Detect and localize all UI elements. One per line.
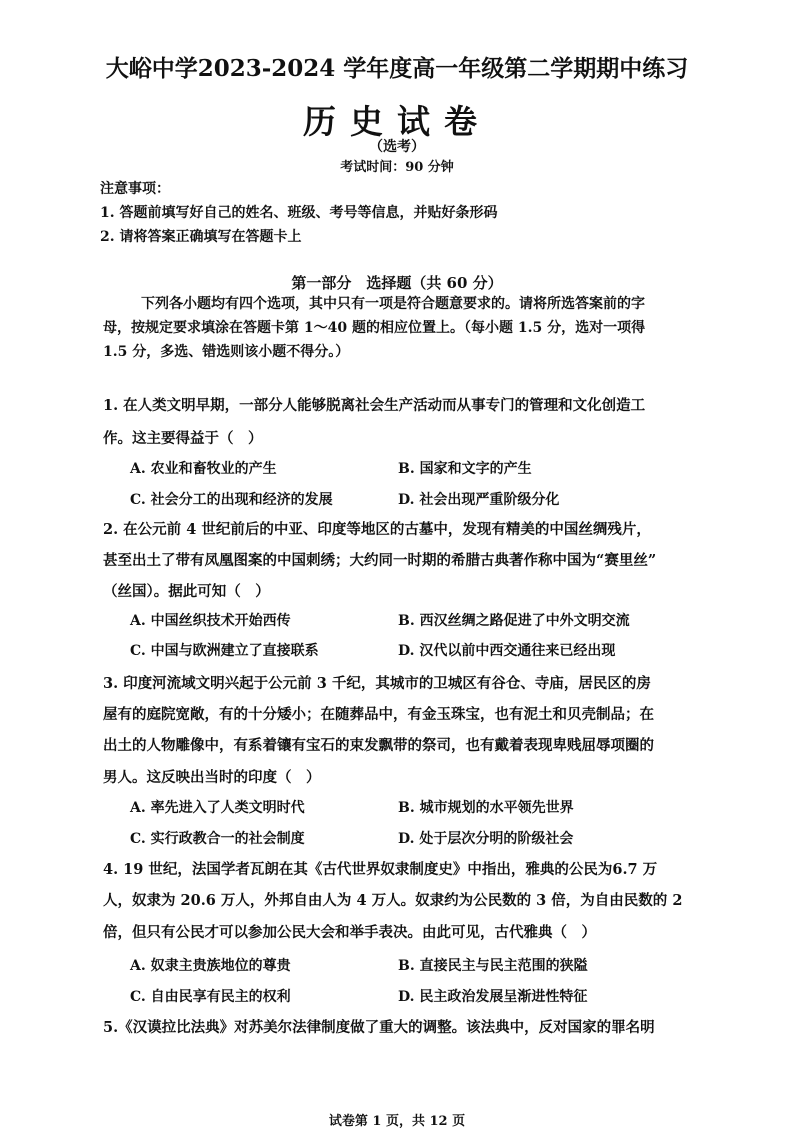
question-3-line: 男人。这反映出当时的印度（ ） <box>103 769 321 786</box>
question-3-option-b: B. 城市规划的水平领先世界 <box>398 800 574 816</box>
question-4-line: 倍，但只有公民才可以参加公民大会和举手表决。由此可见，古代雅典（ ） <box>103 924 596 941</box>
exam-type: （选考） <box>369 139 425 155</box>
question-2-option-b: B. 西汉丝绸之路促进了中外文明交流 <box>398 613 630 629</box>
question-4-line: 人，奴隶为 20.6 万人，外邦自由人为 4 万人。奴隶约为公民数的 3 倍，为自由民数的 2 <box>103 892 683 909</box>
question-4-option-c: C. 自由民享有民主的权利 <box>130 989 291 1005</box>
subject-title: 历史试卷 <box>303 102 491 141</box>
question-2-option-a: A. 中国丝织技术开始西传 <box>130 613 291 629</box>
question-2-line: 甚至出土了带有凤凰图案的中国刺绣；大约同一时期的希腊古典著作称中国为“赛里丝” <box>103 552 657 569</box>
question-4-option-a: A. 奴隶主贵族地位的尊贵 <box>130 958 291 974</box>
question-3-line: 出土的人物雕像中，有系着镶有宝石的束发飘带的祭司，也有戴着表现卑贱屈辱项圈的 <box>103 737 654 754</box>
instruction-line: 母，按规定要求填涂在答题卡第 1～40 题的相应位置上。（每小题 1.5 分，选对一项得 <box>103 320 646 336</box>
notice-item: 1. 答题前填写好自己的姓名、班级、考号等信息，并贴好条形码 <box>100 205 498 221</box>
question-2-option-c: C. 中国与欧洲建立了直接联系 <box>130 643 319 659</box>
school-title: 大峪中学2023-2024 学年度高一年级第二学期期中练习 <box>105 55 689 82</box>
exam-time: 考试时间：90 分钟 <box>340 160 454 175</box>
question-3-line: 屋有的庭院宽敞，有的十分矮小；在随葬品中，有金玉珠宝，也有泥土和贝壳制品；在 <box>103 706 654 723</box>
question-2-line: （丝国）。据此可知（ ） <box>103 583 270 600</box>
question-4-option-d: D. 民主政治发展呈渐进性特征 <box>398 989 588 1005</box>
question-1-line: 作。这主要得益于（ ） <box>103 430 263 447</box>
question-4-option-b: B. 直接民主与民主范围的狭隘 <box>398 958 588 974</box>
question-3-option-a: A. 率先进入了人类文明时代 <box>130 800 305 816</box>
question-5-line: 5.《汉谟拉比法典》对苏美尔法律制度做了重大的调整。该法典中，反对国家的罪名明 <box>103 1019 655 1036</box>
question-2-option-d: D. 汉代以前中西交通往来已经出现 <box>398 643 616 659</box>
question-1-option-a: A. 农业和畜牧业的产生 <box>130 461 277 477</box>
notice-block <box>100 177 498 249</box>
section-instructions <box>103 292 693 364</box>
instruction-line: 下列各小题均有四个选项，其中只有一项是符合题意要求的。请将所选答案前的字 <box>141 296 645 312</box>
question-1-option-d: D. 社会出现严重阶级分化 <box>398 492 560 508</box>
question-1-option-c: C. 社会分工的出现和经济的发展 <box>130 492 333 508</box>
question-2-line: 2. 在公元前 4 世纪前后的中亚、印度等地区的古墓中，发现有精美的中国丝绸残片， <box>103 521 651 538</box>
question-3-option-c: C. 实行政教合一的社会制度 <box>130 831 305 847</box>
notice-item: 2. 请将答案正确填写在答题卡上 <box>100 229 302 245</box>
question-3-line: 3. 印度河流域文明兴起于公元前 3 千纪，其城市的卫城区有谷仓、寺庙，居民区的房 <box>103 675 651 692</box>
question-1-option-b: B. 国家和文字的产生 <box>398 461 532 477</box>
section-title: 第一部分 选择题（共 60 分） <box>291 274 503 292</box>
instruction-line: 1.5 分，多选、错选则该小题不得分。） <box>103 344 350 360</box>
question-4-line: 4. 19 世纪，法国学者瓦朗在其《古代世界奴隶制度史》中指出，雅典的公民为6.7 万 <box>103 861 658 878</box>
notice-heading: 注意事项： <box>100 181 170 197</box>
question-1-line: 1. 在人类文明早期，一部分人能够脱离社会生产活动而从事专门的管理和文化创造工 <box>103 397 646 414</box>
page-footer: 试卷第 1 页，共 12 页 <box>328 1114 466 1129</box>
question-3-option-d: D. 处于层次分明的阶级社会 <box>398 831 574 847</box>
